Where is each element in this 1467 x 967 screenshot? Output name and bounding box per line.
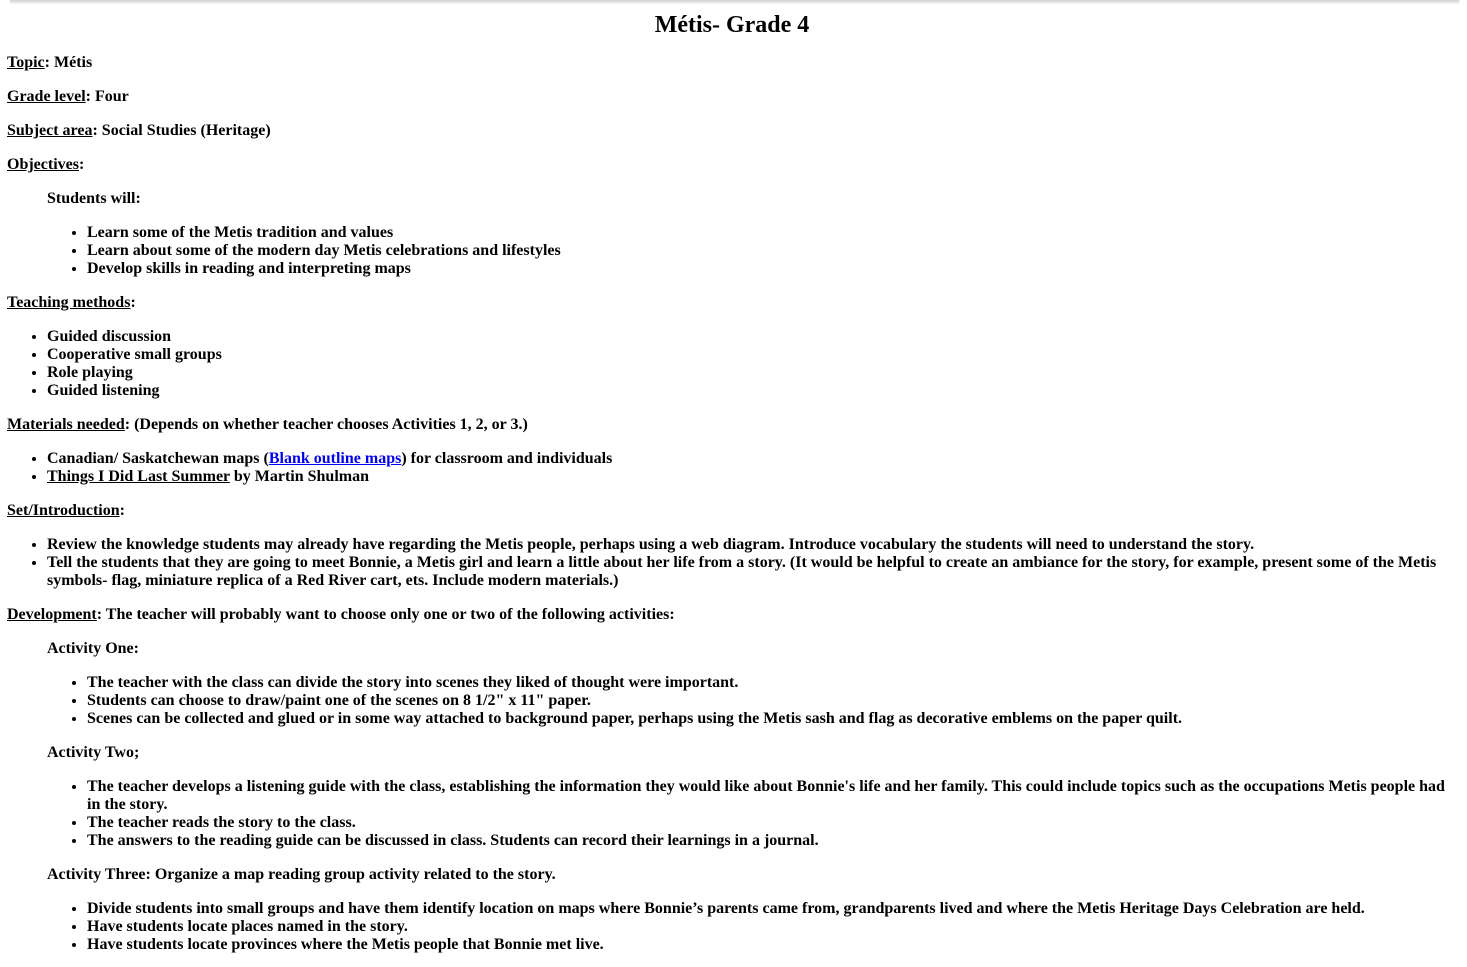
field-label-subject-area: Subject area: [7, 122, 93, 139]
development-note: : The teacher will probably want to choose only one or two of the following activities:: [96, 606, 675, 623]
activity-three-heading: Activity Three: Organize a map reading group activity related to the story.: [47, 866, 556, 883]
teaching-methods-list: [7, 328, 1457, 400]
list-item: • Develop skills in reading and interpreting maps: [87, 260, 1457, 278]
list-item: [47, 468, 1457, 486]
list-item: • Students can choose to draw/paint one of the scenes on 8 1/2" x 11" paper.: [87, 692, 1457, 710]
list-item: • Tell the students that they are going to meet Bonnie, a Metis girl and learn a little about her life from a story. (It would be helpful to create an ambiance for the story, for example, present some of the Metis symbols- flag, miniature replica of a Red River cart, ets. Include modern materials.): [47, 554, 1457, 590]
activity-two-list: [47, 778, 1457, 850]
list-item: • Divide students into small groups and have them identify location on maps where Bonnie’s parents came from, grandparents lived and where the Metis Heritage Days Celebration are held.: [87, 900, 1457, 918]
list-item: • The teacher reads the story to the class.: [87, 814, 1457, 832]
section-set-introduction: [7, 502, 1457, 520]
list-item: • Guided listening: [47, 382, 1457, 400]
section-materials: [7, 416, 1457, 434]
field-grade-level: [7, 88, 1457, 106]
field-topic: [7, 54, 1457, 72]
field-value-grade-level: : Four: [85, 88, 129, 105]
page-title: Métis- Grade 4: [654, 12, 810, 38]
list-item: • Have students locate provinces where the Metis people that Bonnie met live.: [87, 936, 1457, 954]
section-suffix: :: [130, 294, 136, 311]
section-label-development: Development: [7, 606, 97, 623]
activity-two-heading: Activity Two;: [47, 744, 140, 761]
activity-one-list: [47, 674, 1457, 728]
list-item: • Guided discussion: [47, 328, 1457, 346]
materials-note: : (Depends on whether teacher chooses Activities 1, 2, or 3.): [124, 416, 528, 433]
list-item: • Cooperative small groups: [47, 346, 1457, 364]
objectives-list: [47, 224, 1457, 278]
list-item: [47, 450, 1457, 468]
list-item: • The teacher develops a listening guide with the class, establishing the information they would like about Bonnie's life and her family. This could include topics such as the occupations Metis people had in the story.: [87, 778, 1457, 814]
list-item: • Learn some of the Metis tradition and values: [87, 224, 1457, 242]
materials-item-text: Canadian/ Saskatchewan maps (: [47, 450, 269, 467]
activity-one-heading: Activity One:: [47, 640, 139, 657]
section-teaching-methods: [7, 294, 1457, 312]
list-item: • The answers to the reading guide can be discussed in class. Students can record their learnings in a journal.: [87, 832, 1457, 850]
materials-list: [7, 450, 1457, 486]
field-objectives: [7, 156, 1457, 174]
objectives-intro: Students will:: [47, 190, 141, 207]
field-value-topic: : Métis: [44, 54, 93, 71]
field-value-subject-area: : Social Studies (Heritage): [92, 122, 271, 139]
list-item: • The teacher with the class can divide the story into scenes they liked of thought were important.: [87, 674, 1457, 692]
set-introduction-list: [7, 536, 1457, 590]
list-item: • Scenes can be collected and glued or in some way attached to background paper, perhaps using the Metis sash and flag as decorative emblems on the paper quilt.: [87, 710, 1457, 728]
field-label-grade-level: Grade level: [7, 88, 86, 105]
list-item: • Role playing: [47, 364, 1457, 382]
materials-item-text: ) for classroom and individuals: [401, 450, 613, 467]
activity-three-list: [47, 900, 1457, 954]
list-item: • Learn about some of the modern day Metis celebrations and lifestyles: [87, 242, 1457, 260]
blank-outline-maps-link[interactable]: Blank outline maps: [268, 450, 402, 467]
field-subject-area: [7, 122, 1457, 140]
section-label-materials: Materials needed: [7, 416, 125, 433]
list-item: • Have students locate places named in the story.: [87, 918, 1457, 936]
field-label-objectives: Objectives: [7, 156, 79, 173]
section-development: [7, 606, 1457, 624]
field-label-topic: Topic: [7, 54, 45, 71]
book-author: by Martin Shulman: [229, 468, 369, 485]
section-label-teaching-methods: Teaching methods: [7, 294, 131, 311]
field-value-objectives: :: [78, 156, 85, 173]
list-item: • Review the knowledge students may already have regarding the Metis people, perhaps using a web diagram. Introduce vocabulary the students will need to understand the story.: [47, 536, 1457, 554]
book-title: Things I Did Last Summer: [47, 468, 230, 485]
document-page: [7, 0, 1457, 954]
section-suffix: :: [119, 502, 125, 519]
section-label-set-introduction: Set/Introduction: [7, 502, 120, 519]
